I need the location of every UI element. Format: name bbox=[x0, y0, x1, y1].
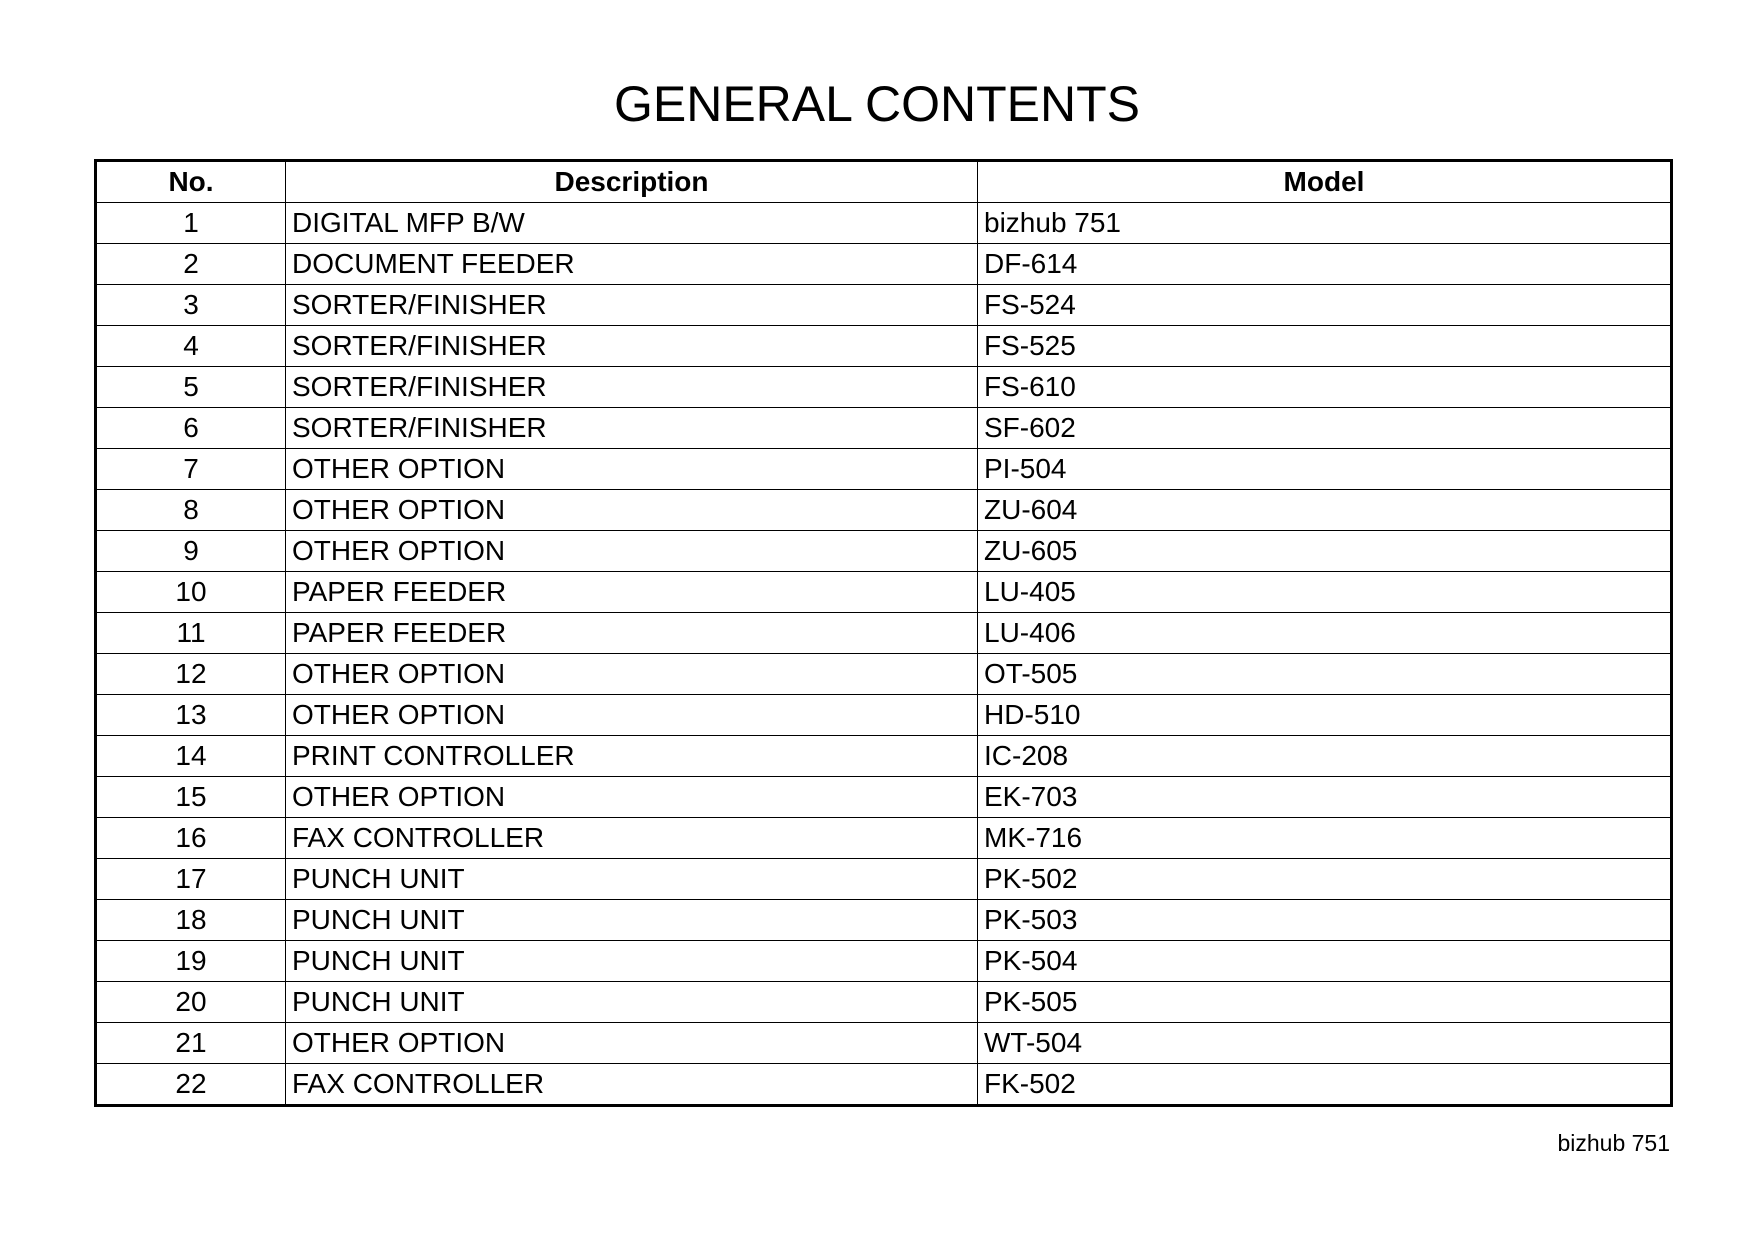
cell-model: HD-510 bbox=[978, 695, 1672, 736]
cell-description: OTHER OPTION bbox=[286, 531, 978, 572]
cell-no: 3 bbox=[96, 285, 286, 326]
cell-description: OTHER OPTION bbox=[286, 1023, 978, 1064]
cell-description: SORTER/FINISHER bbox=[286, 326, 978, 367]
cell-model: FK-502 bbox=[978, 1064, 1672, 1106]
table-row bbox=[96, 613, 1672, 654]
cell-description: SORTER/FINISHER bbox=[286, 285, 978, 326]
cell-model: ZU-604 bbox=[978, 490, 1672, 531]
cell-description: OTHER OPTION bbox=[286, 654, 978, 695]
cell-no: 14 bbox=[96, 736, 286, 777]
table-row bbox=[96, 367, 1672, 408]
cell-model: EK-703 bbox=[978, 777, 1672, 818]
footer-model-name: bizhub 751 bbox=[1557, 1130, 1670, 1156]
cell-description: OTHER OPTION bbox=[286, 695, 978, 736]
cell-no: 11 bbox=[96, 613, 286, 654]
table-row bbox=[96, 285, 1672, 326]
table-row bbox=[96, 531, 1672, 572]
contents-table bbox=[94, 159, 1673, 1107]
cell-no: 1 bbox=[96, 203, 286, 244]
cell-no: 2 bbox=[96, 244, 286, 285]
table-row bbox=[96, 777, 1672, 818]
cell-model: IC-208 bbox=[978, 736, 1672, 777]
cell-description: PRINT CONTROLLER bbox=[286, 736, 978, 777]
cell-model: PK-504 bbox=[978, 941, 1672, 982]
cell-model: bizhub 751 bbox=[978, 203, 1672, 244]
column-header-model: Model bbox=[978, 161, 1672, 203]
cell-model: LU-405 bbox=[978, 572, 1672, 613]
cell-description: SORTER/FINISHER bbox=[286, 408, 978, 449]
cell-description: PAPER FEEDER bbox=[286, 613, 978, 654]
cell-no: 7 bbox=[96, 449, 286, 490]
table-row bbox=[96, 695, 1672, 736]
cell-no: 9 bbox=[96, 531, 286, 572]
cell-no: 8 bbox=[96, 490, 286, 531]
column-header-description: Description bbox=[286, 161, 978, 203]
cell-model: PK-502 bbox=[978, 859, 1672, 900]
cell-no: 22 bbox=[96, 1064, 286, 1106]
cell-description: OTHER OPTION bbox=[286, 449, 978, 490]
cell-model: PK-503 bbox=[978, 900, 1672, 941]
cell-no: 19 bbox=[96, 941, 286, 982]
cell-model: DF-614 bbox=[978, 244, 1672, 285]
table-row bbox=[96, 203, 1672, 244]
cell-no: 16 bbox=[96, 818, 286, 859]
table-body bbox=[96, 203, 1672, 1106]
cell-description: OTHER OPTION bbox=[286, 777, 978, 818]
cell-no: 18 bbox=[96, 900, 286, 941]
cell-model: FS-525 bbox=[978, 326, 1672, 367]
cell-model: WT-504 bbox=[978, 1023, 1672, 1064]
cell-no: 15 bbox=[96, 777, 286, 818]
table-row bbox=[96, 1023, 1672, 1064]
cell-no: 4 bbox=[96, 326, 286, 367]
table-header-row bbox=[96, 161, 1672, 203]
cell-no: 17 bbox=[96, 859, 286, 900]
cell-description: DOCUMENT FEEDER bbox=[286, 244, 978, 285]
table-row bbox=[96, 654, 1672, 695]
cell-model: FS-610 bbox=[978, 367, 1672, 408]
cell-no: 12 bbox=[96, 654, 286, 695]
cell-model: LU-406 bbox=[978, 613, 1672, 654]
cell-no: 10 bbox=[96, 572, 286, 613]
cell-description: PUNCH UNIT bbox=[286, 859, 978, 900]
cell-description: FAX CONTROLLER bbox=[286, 1064, 978, 1106]
cell-description: PUNCH UNIT bbox=[286, 900, 978, 941]
cell-no: 13 bbox=[96, 695, 286, 736]
table-row bbox=[96, 941, 1672, 982]
cell-no: 6 bbox=[96, 408, 286, 449]
column-header-no: No. bbox=[96, 161, 286, 203]
cell-description: DIGITAL MFP B/W bbox=[286, 203, 978, 244]
table-row bbox=[96, 326, 1672, 367]
cell-description: SORTER/FINISHER bbox=[286, 367, 978, 408]
cell-model: ZU-605 bbox=[978, 531, 1672, 572]
table-row bbox=[96, 1064, 1672, 1106]
table-row bbox=[96, 449, 1672, 490]
table-row bbox=[96, 572, 1672, 613]
cell-model: PI-504 bbox=[978, 449, 1672, 490]
cell-model: SF-602 bbox=[978, 408, 1672, 449]
table-row bbox=[96, 818, 1672, 859]
cell-description: PUNCH UNIT bbox=[286, 941, 978, 982]
cell-model: FS-524 bbox=[978, 285, 1672, 326]
table-row bbox=[96, 408, 1672, 449]
cell-no: 20 bbox=[96, 982, 286, 1023]
page-title: GENERAL CONTENTS bbox=[613, 76, 1140, 132]
table-row bbox=[96, 900, 1672, 941]
table-row bbox=[96, 859, 1672, 900]
table-row bbox=[96, 244, 1672, 285]
cell-description: FAX CONTROLLER bbox=[286, 818, 978, 859]
cell-model: PK-505 bbox=[978, 982, 1672, 1023]
cell-model: MK-716 bbox=[978, 818, 1672, 859]
table-row bbox=[96, 982, 1672, 1023]
table-row bbox=[96, 736, 1672, 777]
cell-description: PUNCH UNIT bbox=[286, 982, 978, 1023]
cell-no: 21 bbox=[96, 1023, 286, 1064]
cell-description: OTHER OPTION bbox=[286, 490, 978, 531]
cell-model: OT-505 bbox=[978, 654, 1672, 695]
cell-description: PAPER FEEDER bbox=[286, 572, 978, 613]
table-row bbox=[96, 490, 1672, 531]
cell-no: 5 bbox=[96, 367, 286, 408]
